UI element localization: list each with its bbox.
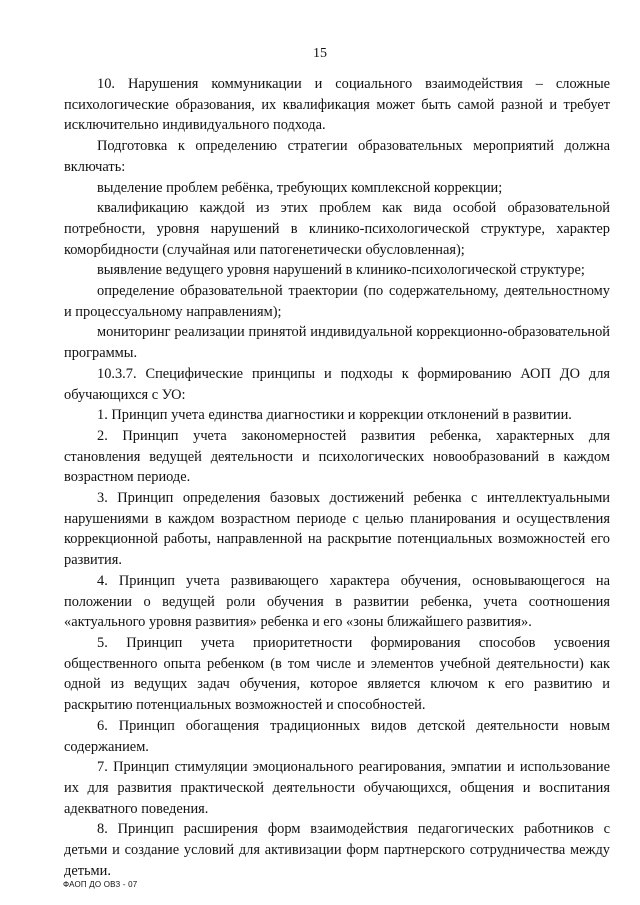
body-text bbox=[64, 74, 610, 881]
principle-item: 2. Принцип учета закономерностей развития ребенка, характерных для становления ведущей деятельности и психологических новообразований в каждом возрастном периоде. bbox=[64, 427, 610, 486]
paragraph: выявление ведущего уровня нарушений в клинико-психологической структуре; bbox=[97, 262, 585, 279]
paragraph: 10. Нарушения коммуникации и социального взаимодействия – сложные психологические образования, их квалификация может быть самой разной и требует исключительно индивидуального подхода. bbox=[64, 76, 610, 134]
paragraph: выделение проблем ребёнка, требующих комплексной коррекции; bbox=[97, 179, 503, 196]
paragraph: 10.3.7. Специфические принципы и подходы к формированию АОП ДО для обучающихся с УО: bbox=[64, 365, 610, 403]
paragraph: определение образовательной траектории (по содержательному, деятельностному и процессуальному направлениям); bbox=[64, 283, 610, 320]
principle-item: 7. Принцип стимуляции эмоционального реагирования, эмпатии и использование их для развития практической деятельности обучающихся, общения и воспитания адекватного поведения. bbox=[64, 759, 610, 817]
document-footer: ФАОП ДО ОВЗ - 07 bbox=[63, 880, 138, 889]
paragraph: квалификацию каждой из этих проблем как вида особой образовательной потребности, уровня нарушений в клинико-психологической структуре, характер коморбидности (случайная или патогенетически обусловленная); bbox=[64, 200, 610, 258]
principle-item: 6. Принцип обогащения традиционных видов детской деятельности новым содержанием. bbox=[64, 717, 610, 755]
paragraph: Подготовка к определению стратегии образовательных мероприятий должна включать: bbox=[64, 138, 610, 175]
paragraph: мониторинг реализации принятой индивидуальной коррекционно-образовательной программы. bbox=[64, 324, 610, 362]
principle-item: 1. Принцип учета единства диагностики и коррекции отклонений в развитии. bbox=[97, 407, 572, 424]
principle-item: 5. Принцип учета приоритетности формирования способов усвоения общественного опыта ребенком (в том числе и элементов учебной деятельности) как одной из ведущих задач обучения, которое является ключом к его развитию и раскрытию потенциальных возможностей и способностей. bbox=[64, 634, 610, 714]
principle-item: 3. Принцип определения базовых достижений ребенка с интеллектуальными нарушениями в каждом возрастном периоде с целью планирования и осуществления коррекционной работы, направленной на раскрытие потенциальных возможностей его развития. bbox=[64, 490, 610, 569]
page-number: 15 bbox=[313, 46, 327, 61]
principle-item: 4. Принцип учета развивающего характера обучения, основывающегося на положении о ведущей роли обучения в развитии ребенка, учета соотношения «актуального уровня развития» ребенка и его «зоны ближайшего развития». bbox=[64, 572, 610, 631]
principle-item: 8. Принцип расширения форм взаимодействия педагогических работников с детьми и создание условий для активизации форм партнерского сотрудничества между детьми. bbox=[64, 821, 610, 879]
